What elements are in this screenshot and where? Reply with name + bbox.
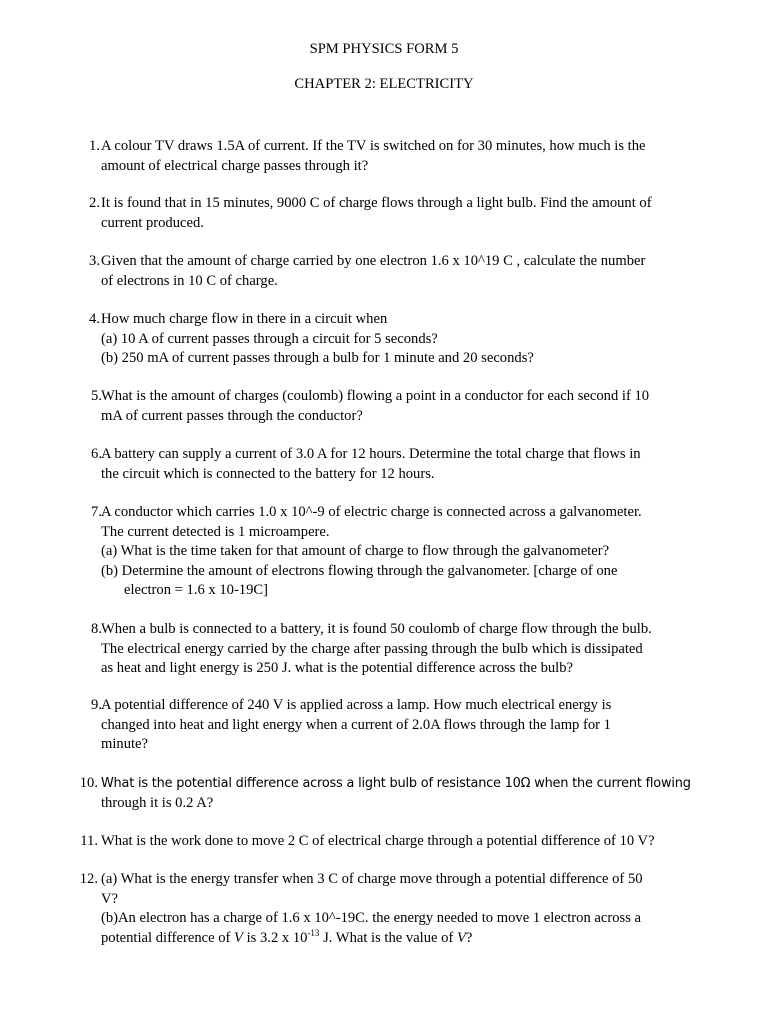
question-subpart-b-continued: electron = 1.6 x 10-19C]	[124, 582, 268, 598]
question-text-line: A colour TV draws 1.5A of current. If the TV is switched on for 30 minutes, how much is the	[101, 138, 646, 154]
question-text-line: The electrical energy carried by the charge after passing through the bulb which is dissipated	[101, 640, 643, 657]
question-subpart-a-continued: V?	[101, 890, 119, 907]
question-number: 4.	[89, 311, 100, 327]
question-number: 7.	[91, 504, 102, 520]
question-text-line: current produced.	[101, 214, 204, 231]
question-text-line: the circuit which is connected to the battery for 12 hours.	[101, 465, 435, 482]
question-subpart-b: (b)An electron has a charge of 1.6 x 10^-19C. the energy needed to move 1 electron across a	[101, 910, 642, 926]
text-fragment: J. What is the value of	[319, 929, 457, 946]
chapter-title: CHAPTER 2: ELECTRICITY	[294, 76, 474, 92]
question-text-line: changed into heat and light energy when a current of 2.0A flows through the lamp for 1	[101, 716, 611, 733]
question-text-line: mA of current passes through the conductor?	[101, 407, 363, 424]
text-fragment: ?	[465, 929, 473, 946]
question-text-line: amount of electrical charge passes through it?	[101, 157, 369, 174]
question-number: 6.	[91, 446, 102, 462]
question-text-line: A conductor which carries 1.0 x 10^-9 of electric charge is connected across a galvanometer.	[101, 504, 642, 520]
question-text-line: A battery can supply a current of 3.0 A for 12 hours. Determine the total charge that flows in	[101, 446, 641, 462]
question-number: 8.	[91, 621, 102, 637]
question-number: 12.	[79, 871, 98, 887]
question-subpart-b: (b) Determine the amount of electrons flowing through the galvanometer. [charge of one	[101, 562, 618, 579]
question-text-line: minute?	[101, 736, 149, 752]
question-text-line: as heat and light energy is 250 J. what is the potential difference across the bulb?	[101, 660, 574, 676]
question-number: 5.	[91, 388, 102, 404]
text-fragment: is 3.2 x 10	[242, 929, 308, 946]
question-text-line: What is the work done to move 2 C of electrical charge through a potential difference of 10 V?	[101, 833, 655, 849]
question-subpart-a: (a) What is the time taken for that amount of charge to flow through the galvanometer?	[101, 543, 610, 559]
question-number: 11.	[80, 833, 98, 849]
question-text-line: The current detected is 1 microampere.	[101, 523, 330, 540]
question-number: 10.	[79, 775, 98, 791]
question-text-line: of electrons in 10 C of charge.	[101, 272, 278, 289]
question-number: 9.	[91, 697, 102, 713]
document-title: SPM PHYSICS FORM 5	[309, 41, 459, 57]
question-subpart-b-continued	[101, 929, 701, 949]
question-subpart-a: (a) 10 A of current passes through a circuit for 5 seconds?	[101, 330, 438, 347]
question-number: 3.	[89, 253, 100, 269]
question-text-line: What is the amount of charges (coulomb) flowing a point in a conductor for each second if 10	[101, 388, 650, 404]
question-text-line: What is the potential difference across a light bulb of resistance 10Ω when the current flowing	[101, 776, 691, 791]
question-text-line: A potential difference of 240 V is applied across a lamp. How much electrical energy is	[101, 697, 612, 713]
question-text-line: through it is 0.2 A?	[101, 794, 214, 811]
exponent: -13	[307, 927, 320, 938]
variable-v: V	[234, 929, 243, 946]
question-number: 2.	[89, 195, 100, 211]
question-text-line: Given that the amount of charge carried by one electron 1.6 x 10^19 C , calculate the number	[101, 253, 646, 269]
question-number: 1.	[89, 138, 100, 154]
question-text-line: When a bulb is connected to a battery, it is found 50 coulomb of charge flow through the bulb.	[101, 621, 652, 637]
text-fragment: potential difference of	[101, 929, 235, 946]
question-text-line: It is found that in 15 minutes, 9000 C of charge flows through a light bulb. Find the amount of	[101, 195, 652, 211]
question-subpart-b: (b) 250 mA of current passes through a bulb for 1 minute and 20 seconds?	[101, 350, 534, 366]
question-text-line: How much charge flow in there in a circuit when	[101, 311, 388, 327]
question-subpart-a: (a) What is the energy transfer when 3 C of charge move through a potential difference of 50	[101, 871, 643, 887]
variable-v: V	[456, 929, 466, 946]
